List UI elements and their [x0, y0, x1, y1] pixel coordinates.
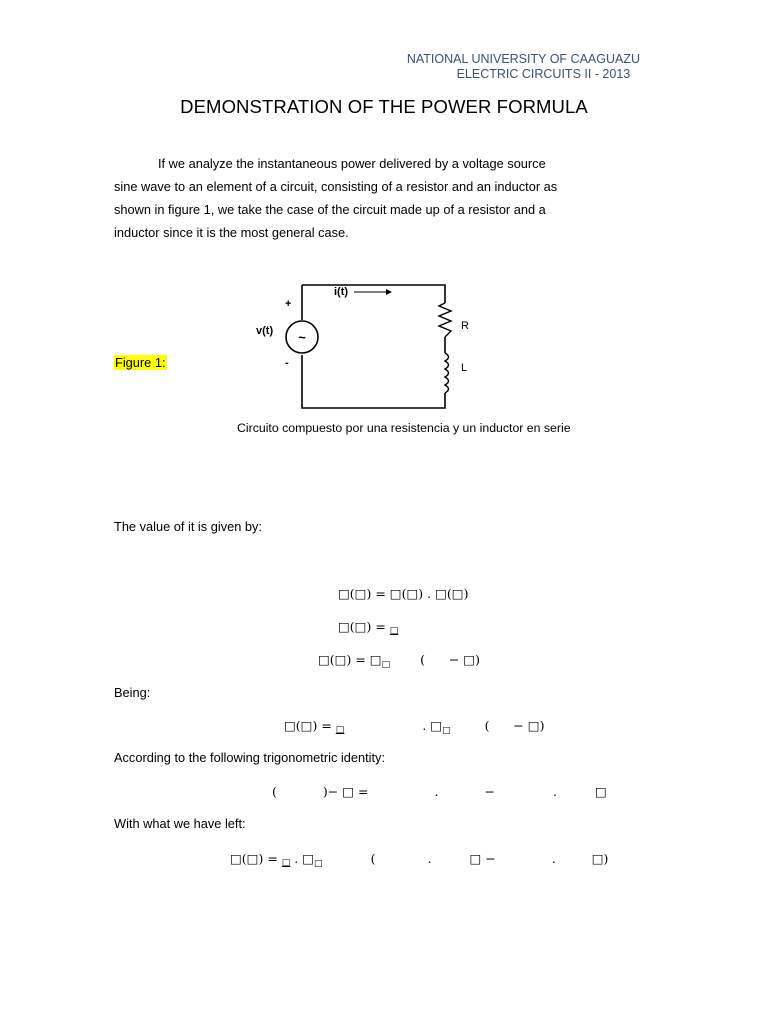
header-course: ELECTRIC CIRCUITS II - 2013: [456, 67, 631, 81]
eq-part: ( − □): [420, 652, 480, 667]
source-label: v(t): [256, 325, 274, 337]
inductor-label: L: [461, 362, 468, 374]
figure-label: Figure 1:: [115, 355, 166, 370]
intro-line: inductor since it is the most general case.: [114, 225, 349, 240]
eq-part: □: [594, 784, 607, 799]
equation-4: [284, 718, 544, 736]
eq-part: .: [552, 784, 557, 799]
equation-3: [318, 652, 480, 670]
text-being: Being:: [114, 685, 151, 700]
eq-fraction: □: [281, 858, 291, 868]
plus-sign: +: [285, 298, 292, 310]
resistor-label: R: [461, 320, 469, 332]
equation-2: [338, 619, 398, 636]
text-value-given: The value of it is given by:: [114, 519, 262, 534]
eq-part: )− □ =: [322, 784, 369, 799]
intro-line: sine wave to an element of a circuit, consisting of a resistor and an inductor as: [114, 179, 558, 194]
eq-part: □): [591, 851, 609, 866]
text-trig-identity: According to the following trigonometric identity:: [114, 750, 386, 765]
header-university: NATIONAL UNIVERSITY OF CAAGUAZU: [406, 52, 640, 66]
header: [407, 52, 640, 82]
eq-part: . □: [422, 718, 443, 733]
eq-part: □(□) =: [230, 851, 282, 866]
eq-part: (: [272, 784, 277, 799]
eq-part: □(□) = □(□) . □(□): [338, 586, 469, 601]
eq-part: □(□) =: [284, 718, 336, 733]
eq-part: .: [427, 851, 432, 866]
eq-part: ( − □): [484, 718, 545, 733]
minus-sign: -: [285, 357, 289, 369]
intro-paragraph: [114, 152, 594, 244]
figure-caption: Circuito compuesto por una resistencia y un inductor en serie: [237, 421, 571, 435]
equation-5: [272, 784, 607, 799]
intro-line: If we analyze the instantaneous power delivered by a voltage source: [158, 156, 546, 171]
current-label: i(t): [334, 286, 349, 298]
eq-subscript: □: [314, 859, 323, 869]
circuit-wire: [302, 285, 445, 303]
eq-part: □(□) = □: [318, 652, 382, 667]
inductor-symbol: [445, 353, 449, 393]
circuit-wire: [302, 355, 445, 408]
eq-part: .: [551, 851, 556, 866]
page-title: DEMONSTRATION OF THE POWER FORMULA: [180, 96, 588, 117]
eq-part: −: [484, 784, 495, 799]
eq-subscript: □: [442, 726, 451, 736]
eq-fraction: □: [335, 725, 345, 735]
resistor-symbol: [439, 303, 451, 337]
text-left: With what we have left:: [114, 816, 246, 831]
source-tilde: ~: [298, 330, 306, 345]
intro-line: shown in figure 1, we take the case of the circuit made up of a resistor and a: [114, 202, 546, 217]
eq-part: . □: [290, 851, 315, 866]
equation-1: [338, 586, 468, 601]
equation-6: [230, 851, 608, 869]
current-arrow-head: [386, 289, 392, 295]
eq-part: (: [370, 851, 376, 866]
eq-part: .: [434, 784, 439, 799]
eq-fraction: □: [389, 626, 399, 636]
eq-part: □ −: [469, 851, 496, 866]
circuit-diagram: [250, 275, 480, 415]
eq-subscript: □: [381, 660, 391, 670]
eq-part: □(□) =: [338, 619, 390, 634]
